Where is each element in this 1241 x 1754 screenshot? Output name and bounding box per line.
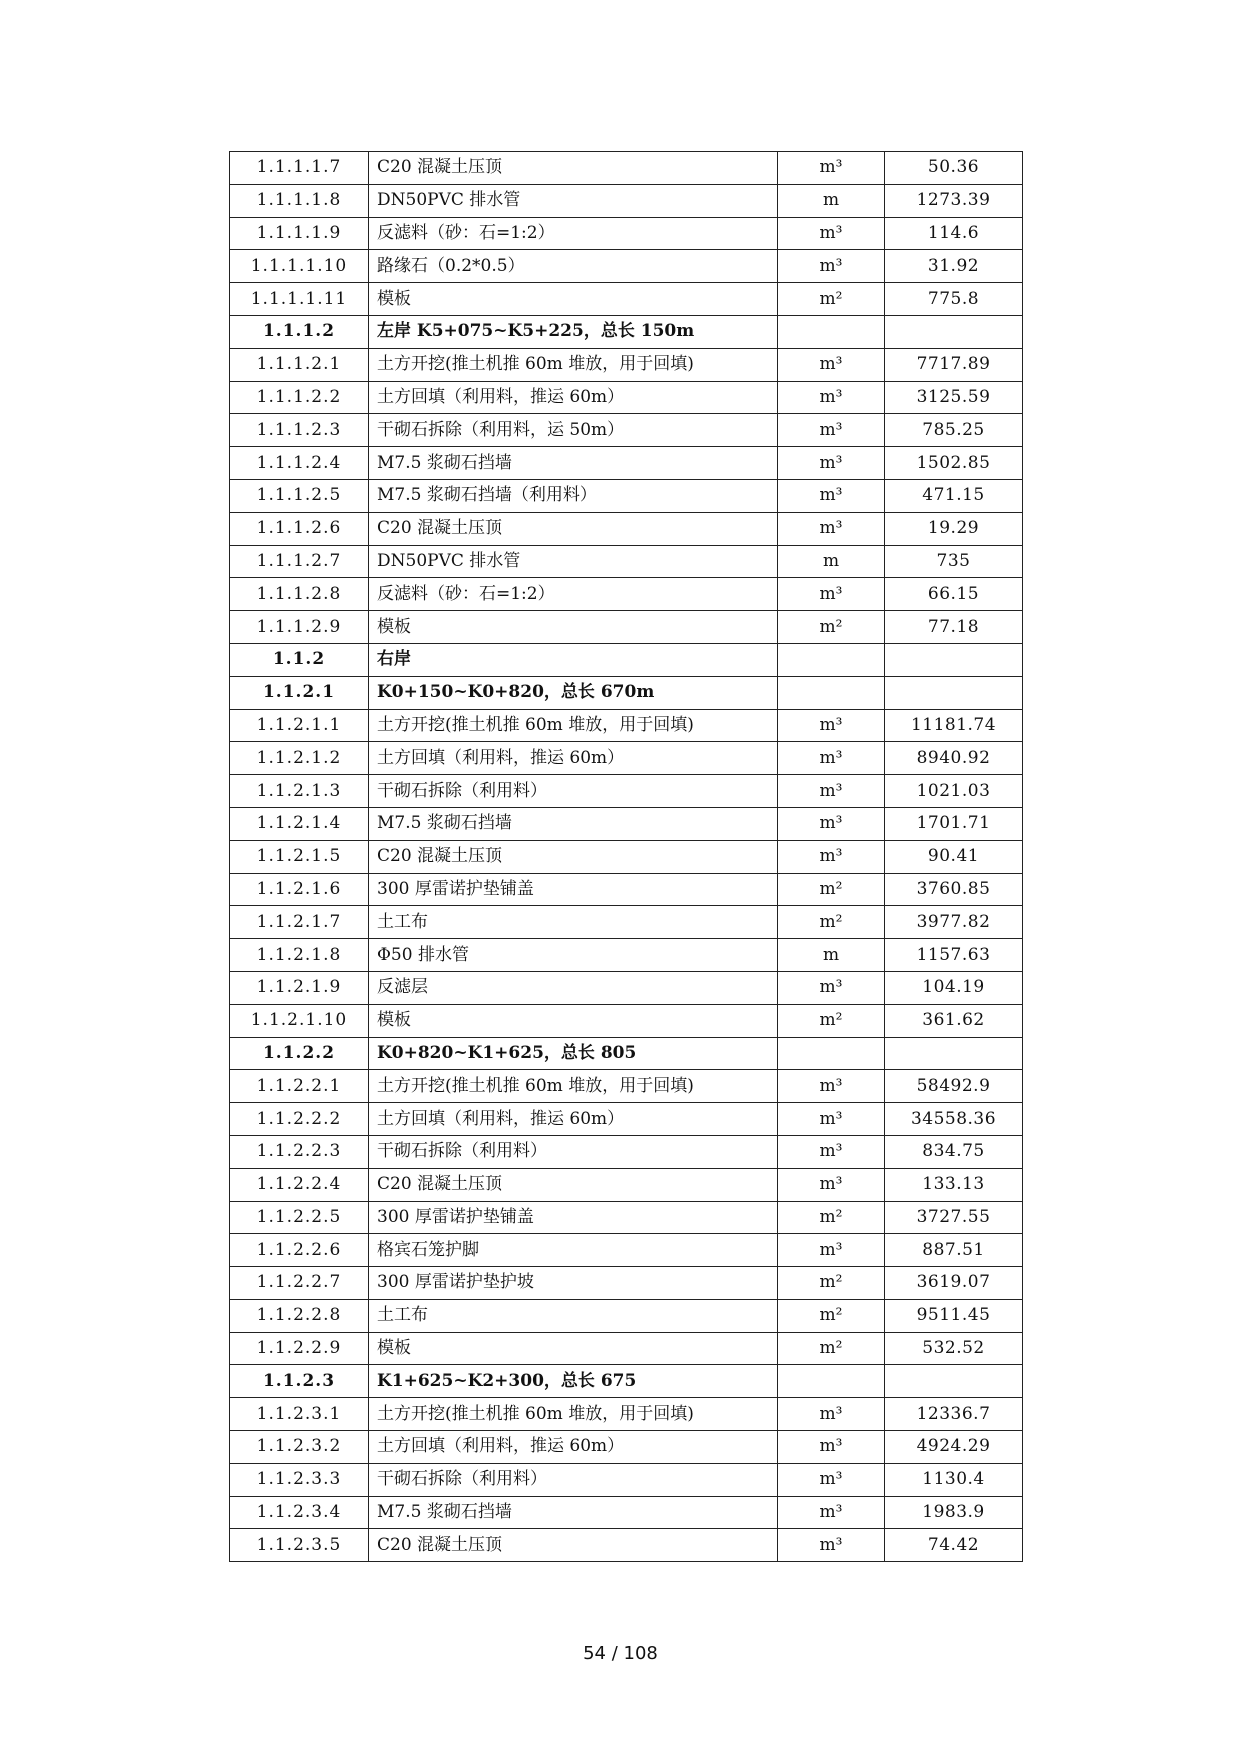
item-code-cell: 1.1.2.2 bbox=[230, 1037, 369, 1070]
item-code-cell: 1.1.1.2.3 bbox=[230, 414, 369, 447]
item-code-cell: 1.1.1.2.8 bbox=[230, 578, 369, 611]
item-code-cell: 1.1.2.1.2 bbox=[230, 742, 369, 775]
unit-cell: m³ bbox=[778, 840, 885, 873]
table-row bbox=[230, 1004, 1023, 1037]
item-name-cell: 300 厚雷诺护垫铺盖 bbox=[369, 873, 778, 906]
quantity-cell: 1021.03 bbox=[885, 775, 1023, 808]
quantity-cell: 8940.92 bbox=[885, 742, 1023, 775]
quantity-cell: 1157.63 bbox=[885, 939, 1023, 972]
quantity-cell: 3760.85 bbox=[885, 873, 1023, 906]
section-row bbox=[230, 1365, 1023, 1398]
item-name-cell: 土方回填（利用料，推运 60m） bbox=[369, 381, 778, 414]
table-row bbox=[230, 1299, 1023, 1332]
quantity-cell: 19.29 bbox=[885, 512, 1023, 545]
item-code-cell: 1.1.2.2.4 bbox=[230, 1168, 369, 1201]
item-name-cell: 反滤层 bbox=[369, 971, 778, 1004]
quantity-cell: 887.51 bbox=[885, 1234, 1023, 1267]
item-name-cell: 干砌石拆除（利用料，运 50m） bbox=[369, 414, 778, 447]
unit-cell: m³ bbox=[778, 1496, 885, 1529]
item-name-cell: 模板 bbox=[369, 611, 778, 644]
quantity-cell: 66.15 bbox=[885, 578, 1023, 611]
item-code-cell: 1.1.1.2 bbox=[230, 315, 369, 348]
unit-cell bbox=[778, 315, 885, 348]
quantity-cell: 532.52 bbox=[885, 1332, 1023, 1365]
quantity-cell: 1273.39 bbox=[885, 184, 1023, 217]
quantity-cell: 12336.7 bbox=[885, 1398, 1023, 1431]
item-code-cell: 1.1.1.2.9 bbox=[230, 611, 369, 644]
unit-cell bbox=[778, 1365, 885, 1398]
item-code-cell: 1.1.2.1 bbox=[230, 676, 369, 709]
item-name-cell: M7.5 浆砌石挡墙 bbox=[369, 807, 778, 840]
item-code-cell: 1.1.1.2.7 bbox=[230, 545, 369, 578]
table-row bbox=[230, 1070, 1023, 1103]
item-name-cell: K1+625~K2+300，总长 675 bbox=[369, 1365, 778, 1398]
quantity-cell: 31.92 bbox=[885, 250, 1023, 283]
item-name-cell: 土方开挖(推土机推 60m 堆放，用于回填) bbox=[369, 1070, 778, 1103]
quantity-cell: 90.41 bbox=[885, 840, 1023, 873]
unit-cell: m² bbox=[778, 1004, 885, 1037]
item-code-cell: 1.1.1.1.8 bbox=[230, 184, 369, 217]
table-row bbox=[230, 1496, 1023, 1529]
item-name-cell: 土方回填（利用料，推运 60m） bbox=[369, 1103, 778, 1136]
item-code-cell: 1.1.1.1.9 bbox=[230, 217, 369, 250]
item-code-cell: 1.1.2.1.8 bbox=[230, 939, 369, 972]
item-code-cell: 1.1.2.3.3 bbox=[230, 1463, 369, 1496]
quantity-cell: 58492.9 bbox=[885, 1070, 1023, 1103]
quantity-cell bbox=[885, 1365, 1023, 1398]
item-name-cell: 干砌石拆除（利用料） bbox=[369, 775, 778, 808]
table-row bbox=[230, 414, 1023, 447]
item-code-cell: 1.1.2.2.8 bbox=[230, 1299, 369, 1332]
unit-cell: m³ bbox=[778, 414, 885, 447]
unit-cell: m² bbox=[778, 611, 885, 644]
unit-cell: m³ bbox=[778, 447, 885, 480]
unit-cell: m bbox=[778, 545, 885, 578]
table-row bbox=[230, 545, 1023, 578]
unit-cell: m³ bbox=[778, 512, 885, 545]
item-name-cell: 反滤料（砂：石=1:2） bbox=[369, 578, 778, 611]
quantity-cell: 1701.71 bbox=[885, 807, 1023, 840]
quantity-cell bbox=[885, 676, 1023, 709]
item-code-cell: 1.1.2 bbox=[230, 643, 369, 676]
item-name-cell: 土方开挖(推土机推 60m 堆放，用于回填) bbox=[369, 709, 778, 742]
item-code-cell: 1.1.1.2.5 bbox=[230, 479, 369, 512]
unit-cell: m³ bbox=[778, 1234, 885, 1267]
table-row bbox=[230, 250, 1023, 283]
quantity-cell: 4924.29 bbox=[885, 1431, 1023, 1464]
unit-cell: m³ bbox=[778, 479, 885, 512]
unit-cell: m³ bbox=[778, 250, 885, 283]
item-code-cell: 1.1.2.2.7 bbox=[230, 1267, 369, 1300]
item-code-cell: 1.1.2.1.9 bbox=[230, 971, 369, 1004]
unit-cell: m³ bbox=[778, 217, 885, 250]
table-row bbox=[230, 512, 1023, 545]
table-row bbox=[230, 840, 1023, 873]
quantity-cell bbox=[885, 1037, 1023, 1070]
quantity-cell: 74.42 bbox=[885, 1529, 1023, 1562]
item-code-cell: 1.1.2.2.3 bbox=[230, 1135, 369, 1168]
item-code-cell: 1.1.1.1.10 bbox=[230, 250, 369, 283]
item-code-cell: 1.1.2.2.9 bbox=[230, 1332, 369, 1365]
unit-cell: m³ bbox=[778, 1135, 885, 1168]
item-name-cell: DN50PVC 排水管 bbox=[369, 184, 778, 217]
quantity-cell: 785.25 bbox=[885, 414, 1023, 447]
unit-cell: m³ bbox=[778, 1463, 885, 1496]
unit-cell: m³ bbox=[778, 1103, 885, 1136]
table-row bbox=[230, 611, 1023, 644]
quantity-cell: 1502.85 bbox=[885, 447, 1023, 480]
unit-cell: m³ bbox=[778, 742, 885, 775]
item-code-cell: 1.1.2.2.1 bbox=[230, 1070, 369, 1103]
item-name-cell: Φ50 排水管 bbox=[369, 939, 778, 972]
item-name-cell: DN50PVC 排水管 bbox=[369, 545, 778, 578]
item-code-cell: 1.1.1.2.4 bbox=[230, 447, 369, 480]
unit-cell: m² bbox=[778, 873, 885, 906]
quantity-cell: 471.15 bbox=[885, 479, 1023, 512]
unit-cell: m² bbox=[778, 1299, 885, 1332]
item-code-cell: 1.1.1.1.11 bbox=[230, 283, 369, 316]
table-row bbox=[230, 578, 1023, 611]
bill-of-quantities-table bbox=[229, 151, 1023, 1562]
quantity-cell: 34558.36 bbox=[885, 1103, 1023, 1136]
quantity-cell bbox=[885, 643, 1023, 676]
unit-cell: m³ bbox=[778, 709, 885, 742]
unit-cell: m³ bbox=[778, 1398, 885, 1431]
quantity-cell: 3125.59 bbox=[885, 381, 1023, 414]
section-row bbox=[230, 315, 1023, 348]
section-row bbox=[230, 643, 1023, 676]
unit-cell: m² bbox=[778, 1332, 885, 1365]
quantity-cell: 1983.9 bbox=[885, 1496, 1023, 1529]
table-row bbox=[230, 1201, 1023, 1234]
quantity-cell: 9511.45 bbox=[885, 1299, 1023, 1332]
unit-cell: m² bbox=[778, 283, 885, 316]
unit-cell: m² bbox=[778, 906, 885, 939]
quantity-cell: 361.62 bbox=[885, 1004, 1023, 1037]
table-row bbox=[230, 939, 1023, 972]
table-row bbox=[230, 381, 1023, 414]
unit-cell bbox=[778, 643, 885, 676]
unit-cell: m bbox=[778, 184, 885, 217]
table-row bbox=[230, 217, 1023, 250]
page-number: 54 / 108 bbox=[583, 1643, 658, 1664]
table-row bbox=[230, 1463, 1023, 1496]
table-row bbox=[230, 1267, 1023, 1300]
item-name-cell: C20 混凝土压顶 bbox=[369, 840, 778, 873]
table-body bbox=[230, 152, 1023, 1562]
item-name-cell: 土方回填（利用料，推运 60m） bbox=[369, 1431, 778, 1464]
item-name-cell: K0+820~K1+625，总长 805 bbox=[369, 1037, 778, 1070]
item-code-cell: 1.1.2.1.3 bbox=[230, 775, 369, 808]
table-row bbox=[230, 1332, 1023, 1365]
item-name-cell: 反滤料（砂：石=1:2） bbox=[369, 217, 778, 250]
unit-cell: m³ bbox=[778, 971, 885, 1004]
quantity-cell: 3727.55 bbox=[885, 1201, 1023, 1234]
unit-cell: m³ bbox=[778, 348, 885, 381]
item-name-cell: K0+150~K0+820，总长 670m bbox=[369, 676, 778, 709]
quantity-cell: 1130.4 bbox=[885, 1463, 1023, 1496]
item-name-cell: 格宾石笼护脚 bbox=[369, 1234, 778, 1267]
table-row bbox=[230, 1103, 1023, 1136]
item-code-cell: 1.1.1.2.1 bbox=[230, 348, 369, 381]
item-name-cell: 300 厚雷诺护垫护坡 bbox=[369, 1267, 778, 1300]
quantity-cell: 133.13 bbox=[885, 1168, 1023, 1201]
quantity-cell: 3619.07 bbox=[885, 1267, 1023, 1300]
item-code-cell: 1.1.2.3.2 bbox=[230, 1431, 369, 1464]
quantity-cell: 11181.74 bbox=[885, 709, 1023, 742]
table-row bbox=[230, 348, 1023, 381]
unit-cell: m³ bbox=[778, 578, 885, 611]
table-row bbox=[230, 775, 1023, 808]
item-code-cell: 1.1.2.2.5 bbox=[230, 1201, 369, 1234]
quantity-cell: 114.6 bbox=[885, 217, 1023, 250]
table-row bbox=[230, 971, 1023, 1004]
item-code-cell: 1.1.2.1.4 bbox=[230, 807, 369, 840]
quantity-cell: 7717.89 bbox=[885, 348, 1023, 381]
item-code-cell: 1.1.2.1.1 bbox=[230, 709, 369, 742]
table-row bbox=[230, 873, 1023, 906]
item-name-cell: 模板 bbox=[369, 1004, 778, 1037]
item-name-cell: 模板 bbox=[369, 283, 778, 316]
item-code-cell: 1.1.2.3.1 bbox=[230, 1398, 369, 1431]
item-name-cell: M7.5 浆砌石挡墙 bbox=[369, 447, 778, 480]
table-row bbox=[230, 709, 1023, 742]
table-row bbox=[230, 807, 1023, 840]
item-name-cell: 土方开挖(推土机推 60m 堆放，用于回填) bbox=[369, 1398, 778, 1431]
table-row bbox=[230, 283, 1023, 316]
section-row bbox=[230, 676, 1023, 709]
item-code-cell: 1.1.1.1.7 bbox=[230, 152, 369, 185]
table-row bbox=[230, 1168, 1023, 1201]
item-code-cell: 1.1.2.3.5 bbox=[230, 1529, 369, 1562]
quantity-cell: 104.19 bbox=[885, 971, 1023, 1004]
unit-cell: m³ bbox=[778, 1070, 885, 1103]
table-row bbox=[230, 479, 1023, 512]
quantity-cell: 3977.82 bbox=[885, 906, 1023, 939]
item-code-cell: 1.1.2.2.6 bbox=[230, 1234, 369, 1267]
item-code-cell: 1.1.2.1.7 bbox=[230, 906, 369, 939]
item-name-cell: C20 混凝土压顶 bbox=[369, 1529, 778, 1562]
table-row bbox=[230, 447, 1023, 480]
table-row bbox=[230, 1529, 1023, 1562]
unit-cell: m³ bbox=[778, 152, 885, 185]
unit-cell: m³ bbox=[778, 1431, 885, 1464]
item-name-cell: 干砌石拆除（利用料） bbox=[369, 1135, 778, 1168]
item-name-cell: 左岸 K5+075~K5+225，总长 150m bbox=[369, 315, 778, 348]
item-name-cell: 土方回填（利用料，推运 60m） bbox=[369, 742, 778, 775]
item-name-cell: C20 混凝土压顶 bbox=[369, 512, 778, 545]
item-name-cell: 土工布 bbox=[369, 906, 778, 939]
item-name-cell: C20 混凝土压顶 bbox=[369, 152, 778, 185]
item-name-cell: M7.5 浆砌石挡墙（利用料） bbox=[369, 479, 778, 512]
item-name-cell: C20 混凝土压顶 bbox=[369, 1168, 778, 1201]
item-code-cell: 1.1.2.3.4 bbox=[230, 1496, 369, 1529]
table-row bbox=[230, 184, 1023, 217]
table-row bbox=[230, 1234, 1023, 1267]
item-name-cell: M7.5 浆砌石挡墙 bbox=[369, 1496, 778, 1529]
item-code-cell: 1.1.2.3 bbox=[230, 1365, 369, 1398]
item-name-cell: 干砌石拆除（利用料） bbox=[369, 1463, 778, 1496]
quantity-cell: 735 bbox=[885, 545, 1023, 578]
item-code-cell: 1.1.2.2.2 bbox=[230, 1103, 369, 1136]
quantity-cell: 50.36 bbox=[885, 152, 1023, 185]
unit-cell: m³ bbox=[778, 775, 885, 808]
item-code-cell: 1.1.1.2.2 bbox=[230, 381, 369, 414]
unit-cell bbox=[778, 1037, 885, 1070]
item-name-cell: 路缘石（0.2*0.5） bbox=[369, 250, 778, 283]
table-row bbox=[230, 1398, 1023, 1431]
item-name-cell: 右岸 bbox=[369, 643, 778, 676]
item-code-cell: 1.1.2.1.6 bbox=[230, 873, 369, 906]
quantity-cell: 775.8 bbox=[885, 283, 1023, 316]
quantity-cell bbox=[885, 315, 1023, 348]
unit-cell: m³ bbox=[778, 381, 885, 414]
section-row bbox=[230, 1037, 1023, 1070]
table-row bbox=[230, 742, 1023, 775]
unit-cell: m² bbox=[778, 1267, 885, 1300]
unit-cell: m³ bbox=[778, 1529, 885, 1562]
quantity-cell: 834.75 bbox=[885, 1135, 1023, 1168]
quantity-cell: 77.18 bbox=[885, 611, 1023, 644]
item-code-cell: 1.1.1.2.6 bbox=[230, 512, 369, 545]
item-name-cell: 300 厚雷诺护垫铺盖 bbox=[369, 1201, 778, 1234]
item-name-cell: 土工布 bbox=[369, 1299, 778, 1332]
unit-cell: m³ bbox=[778, 1168, 885, 1201]
table-row bbox=[230, 906, 1023, 939]
item-name-cell: 模板 bbox=[369, 1332, 778, 1365]
item-name-cell: 土方开挖(推土机推 60m 堆放，用于回填) bbox=[369, 348, 778, 381]
unit-cell: m³ bbox=[778, 807, 885, 840]
unit-cell: m² bbox=[778, 1201, 885, 1234]
item-code-cell: 1.1.2.1.5 bbox=[230, 840, 369, 873]
table-row bbox=[230, 152, 1023, 185]
table-row bbox=[230, 1135, 1023, 1168]
unit-cell bbox=[778, 676, 885, 709]
unit-cell: m bbox=[778, 939, 885, 972]
table-row bbox=[230, 1431, 1023, 1464]
item-code-cell: 1.1.2.1.10 bbox=[230, 1004, 369, 1037]
